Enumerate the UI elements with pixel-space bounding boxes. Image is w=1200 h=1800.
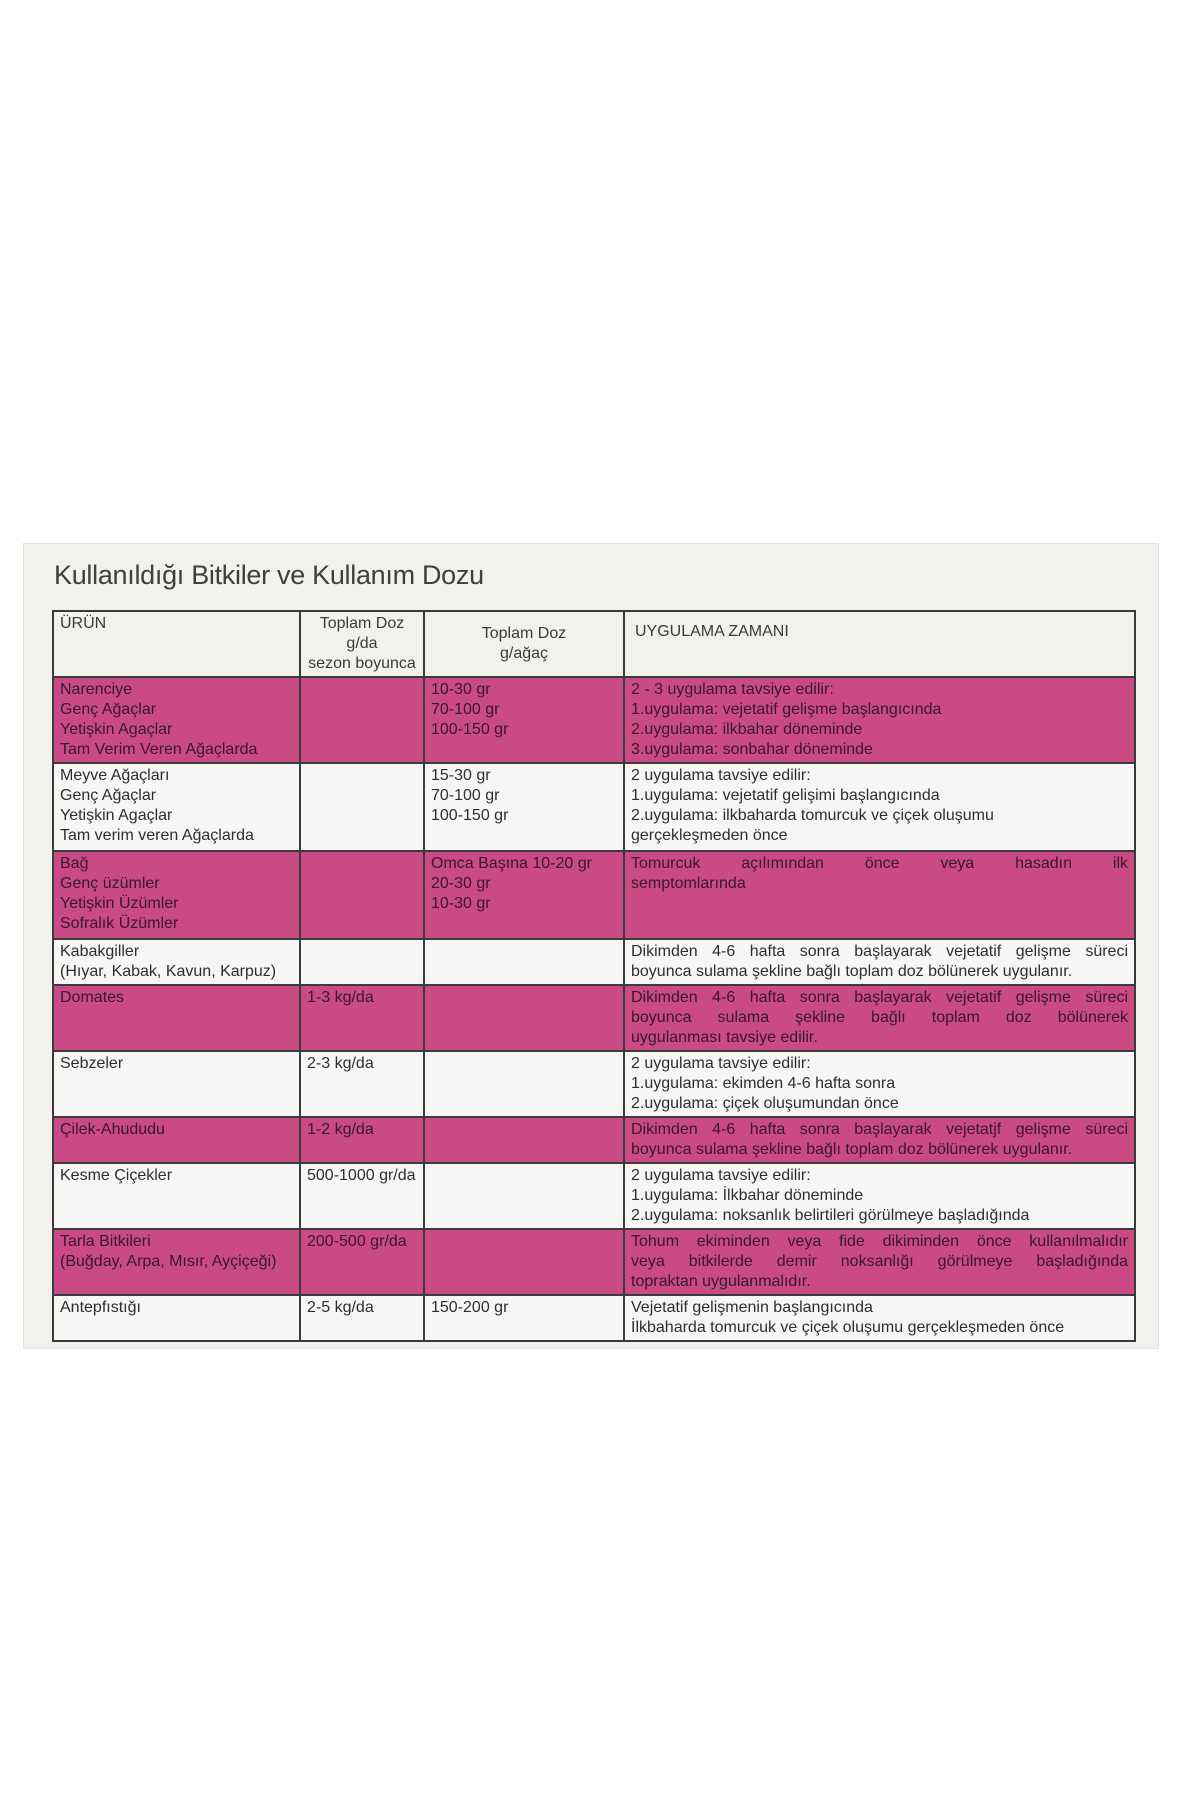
- cell-urun: [53, 1295, 300, 1341]
- cell-urun: [53, 677, 300, 763]
- cell-zaman: [624, 1229, 1135, 1295]
- cell-line: Sebzeler: [60, 1055, 124, 1072]
- cell-doz-agac: [424, 1117, 624, 1163]
- cell-doz-agac: [424, 939, 624, 985]
- header-doz-da-line: Toplam Doz: [319, 615, 405, 632]
- cell-doz-agac: [424, 985, 624, 1051]
- cell-line: Antepfıstığı: [60, 1299, 141, 1316]
- cell-zaman: [624, 1295, 1135, 1341]
- table-row: [53, 1163, 1135, 1229]
- cell-line: Meyve Ağaçları: [60, 767, 170, 784]
- table-row: [53, 985, 1135, 1051]
- cell-line: 2 - 3 uygulama tavsiye edilir:: [631, 681, 834, 698]
- cell-doz-da: [300, 851, 424, 939]
- dosage-table: [52, 610, 1136, 1342]
- cell-zaman: [624, 677, 1135, 763]
- cell-line: 2.uygulama: ilkbahar döneminde: [631, 721, 863, 738]
- header-doz-agac-line: Toplam Doz: [481, 625, 567, 642]
- cell-line: 2 uygulama tavsiye edilir:: [631, 1055, 811, 1072]
- cell-line: boyunca sulama şekline bağlı toplam doz bölünerek uygulanır.: [631, 963, 1073, 980]
- cell-line: boyunca sulama şekline bağlı toplam doz bölünerek uygulanır.: [631, 1141, 1073, 1158]
- cell-urun: [53, 763, 300, 851]
- cell-urun: [53, 939, 300, 985]
- cell-doz-da: 2-3 kg/da: [300, 1051, 424, 1117]
- cell-doz-da: 200-500 gr/da: [300, 1229, 424, 1295]
- cell-zaman: [624, 1163, 1135, 1229]
- cell-line: Domates: [60, 989, 125, 1006]
- cell-line: Tam Verim Veren Ağaçlarda: [60, 741, 258, 758]
- table-row: [53, 1051, 1135, 1117]
- cell-line: 2.uygulama: noksanlık belirtileri görülmeye başladığında: [631, 1207, 1030, 1224]
- header-doz-da: [300, 611, 424, 677]
- cell-line: Omca Başına 10-20 gr: [431, 855, 592, 872]
- cell-line: Yetişkin Agaçlar: [60, 807, 173, 824]
- header-urun: ÜRÜN: [53, 611, 300, 677]
- cell-zaman: [624, 1051, 1135, 1117]
- cell-line: (Buğday, Arpa, Mısır, Ayçiçeği): [60, 1253, 277, 1270]
- dosage-card: [24, 544, 1158, 1348]
- table-row: [53, 1117, 1135, 1163]
- cell-line: Tam verim veren Ağaçlarda: [60, 827, 254, 844]
- cell-urun: [53, 1117, 300, 1163]
- cell-line: Vejetatif gelişmenin başlangıcında: [631, 1299, 873, 1316]
- cell-doz-da: [300, 939, 424, 985]
- cell-line: Genç Ağaçlar: [60, 701, 157, 718]
- table-row: [53, 851, 1135, 939]
- cell-doz-da: 500-1000 gr/da: [300, 1163, 424, 1229]
- table-header-row: [53, 611, 1135, 677]
- cell-line: Dikimden 4-6 hafta sonra başlayarak vejetatif gelişme süreci: [631, 989, 1128, 1006]
- cell-line: 100-150 gr: [431, 721, 509, 738]
- cell-line: 10-30 gr: [431, 681, 491, 698]
- cell-urun: [53, 1163, 300, 1229]
- cell-line: Sofralık Üzümler: [60, 915, 179, 932]
- cell-line: veya bitkilerde demir noksanlığı görülmeye başladığında: [631, 1253, 1128, 1270]
- cell-urun: [53, 851, 300, 939]
- cell-line: 20-30 gr: [431, 875, 491, 892]
- table-row: [53, 677, 1135, 763]
- cell-line: Kabakgiller: [60, 943, 140, 960]
- header-zaman: UYGULAMA ZAMANI: [624, 611, 1135, 677]
- cell-line: 10-30 gr: [431, 895, 491, 912]
- cell-line: Çilek-Ahududu: [60, 1121, 165, 1138]
- cell-zaman: [624, 939, 1135, 985]
- cell-line: İlkbaharda tomurcuk ve çiçek oluşumu gerçekleşmeden önce: [631, 1319, 1065, 1336]
- cell-zaman: [624, 1117, 1135, 1163]
- cell-line: Kesme Çiçekler: [60, 1167, 173, 1184]
- cell-doz-agac: [424, 1229, 624, 1295]
- cell-line: topraktan uygulanmalıdır.: [631, 1273, 811, 1290]
- table-row: [53, 1229, 1135, 1295]
- cell-doz-agac: [424, 1051, 624, 1117]
- cell-line: Genç Ağaçlar: [60, 787, 157, 804]
- cell-line: 3.uygulama: sonbahar döneminde: [631, 741, 873, 758]
- header-doz-agac: [424, 611, 624, 677]
- cell-line: Genç üzümler: [60, 875, 160, 892]
- cell-zaman: [624, 985, 1135, 1051]
- cell-zaman: [624, 763, 1135, 851]
- cell-line: 70-100 gr: [431, 787, 500, 804]
- cell-line: 1.uygulama: vejetatif gelişimi başlangıcında: [631, 787, 940, 804]
- header-doz-da-line: g/da: [346, 635, 378, 652]
- cell-line: 1.uygulama: ekimden 4-6 hafta sonra: [631, 1075, 896, 1092]
- cell-line: 100-150 gr: [431, 807, 509, 824]
- cell-zaman: [624, 851, 1135, 939]
- cell-doz-agac: [424, 1163, 624, 1229]
- header-doz-da-line: sezon boyunca: [308, 655, 416, 672]
- cell-doz-da: 1-3 kg/da: [300, 985, 424, 1051]
- cell-line: 2.uygulama: ilkbaharda tomurcuk ve çiçek oluşumu: [631, 807, 994, 824]
- cell-line: Tarla Bitkileri: [60, 1233, 151, 1250]
- cell-urun: [53, 985, 300, 1051]
- cell-urun: [53, 1051, 300, 1117]
- cell-line: 70-100 gr: [431, 701, 500, 718]
- cell-line: semptomlarında: [631, 875, 746, 892]
- cell-line: (Hıyar, Kabak, Kavun, Karpuz): [60, 963, 277, 980]
- cell-line: Narenciye: [60, 681, 133, 698]
- cell-doz-agac: [424, 1295, 624, 1341]
- cell-line: 2 uygulama tavsiye edilir:: [631, 1167, 811, 1184]
- cell-line: 2.uygulama: çiçek oluşumundan önce: [631, 1095, 899, 1112]
- cell-line: 1.uygulama: İlkbahar döneminde: [631, 1187, 864, 1204]
- cell-line: 15-30 gr: [431, 767, 491, 784]
- table-row: [53, 763, 1135, 851]
- header-doz-agac-line: g/ağaç: [499, 645, 549, 662]
- cell-line: gerçekleşmeden önce: [631, 827, 788, 844]
- cell-line: Yetişkin Üzümler: [60, 895, 179, 912]
- cell-line: boyunca sulama şekline bağlı toplam doz bölünerek: [631, 1009, 1128, 1026]
- cell-line: uygulanması tavsiye edilir.: [631, 1029, 818, 1046]
- cell-doz-agac: [424, 763, 624, 851]
- cell-doz-agac: [424, 677, 624, 763]
- cell-line: Bağ: [60, 855, 89, 872]
- table-row: [53, 939, 1135, 985]
- cell-line: 150-200 gr: [431, 1299, 509, 1316]
- cell-doz-da: 1-2 kg/da: [300, 1117, 424, 1163]
- cell-line: Tomurcuk açılımından önce veya hasadın ilk: [631, 855, 1128, 872]
- cell-doz-da: 2-5 kg/da: [300, 1295, 424, 1341]
- cell-line: Dikimden 4-6 hafta sonra başlayarak vejetatif gelişme süreci: [631, 943, 1128, 960]
- cell-line: Dikimden 4-6 hafta sonra başlayarak vejetatjf gelişme süreci: [631, 1121, 1128, 1138]
- page-title: Kullanıldığı Bitkiler ve Kullanım Dozu: [54, 560, 484, 590]
- cell-line: Tohum ekiminden veya fide dikiminden önce kullanılmalıdır: [631, 1233, 1128, 1250]
- cell-urun: [53, 1229, 300, 1295]
- cell-line: 2 uygulama tavsiye edilir:: [631, 767, 811, 784]
- table-row: [53, 1295, 1135, 1341]
- cell-doz-agac: [424, 851, 624, 939]
- cell-doz-da: [300, 763, 424, 851]
- cell-doz-da: [300, 677, 424, 763]
- cell-line: 1.uygulama: vejetatif gelişme başlangıcında: [631, 701, 942, 718]
- cell-line: Yetişkin Agaçlar: [60, 721, 173, 738]
